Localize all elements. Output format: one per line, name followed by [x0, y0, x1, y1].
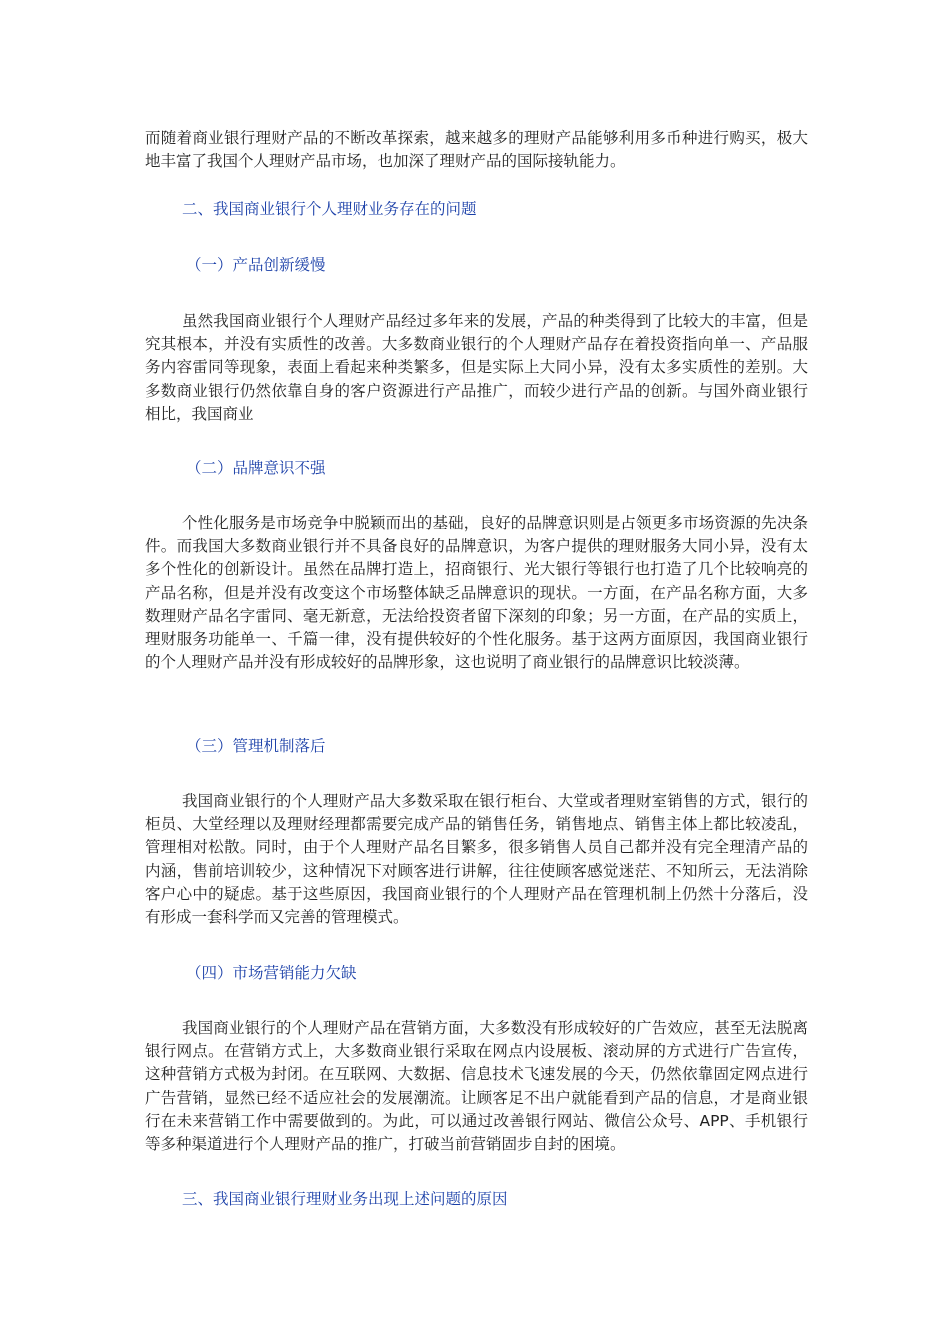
- subheading-brand-awareness: （二）品牌意识不强: [186, 459, 326, 477]
- subheading-management-mechanism: （三）管理机制落后: [186, 737, 326, 755]
- subheading-product-innovation: （一）产品创新缓慢: [186, 256, 326, 274]
- paragraph-product-innovation: 虽然我国商业银行个人理财产品经过多年来的发展，产品的种类得到了比较大的丰富，但是究其根本，并没有实质性的改善。大多数商业银行的个人理财产品存在着投资指向单一、产品服务内容雷同等现象，表面上看起来种类繁多，但是实际上大同小异，没有太多实质性的差别。大多数商业银行仍然依靠自身的客户资源进行产品推广，而较少进行产品的创新。与国外商业银行相比，我国商业: [145, 312, 808, 423]
- subheading-marketing-capability: （四）市场营销能力欠缺: [186, 964, 357, 982]
- section-heading-3: 三、我国商业银行理财业务出现上述问题的原因: [182, 1190, 508, 1208]
- paragraph-brand-awareness: 个性化服务是市场竞争中脱颖而出的基础，良好的品牌意识则是占领更多市场资源的先决条件。而我国大多数商业银行并不具备良好的品牌意识，为客户提供的理财服务大同小异，没有太多个性化的创新设计。虽然在品牌打造上，招商银行、光大银行等银行也打造了几个比较响亮的产品名称，但是并没有改变这个市场整体缺乏品牌意识的现状。一方面，在产品名称方面，大多数理财产品名字雷同、毫无新意，无法给投资者留下深刻的印象；另一方面，在产品的实质上，理财服务功能单一、千篇一律，没有提供较好的个性化服务。基于这两方面原因，我国商业银行的个人理财产品并没有形成较好的品牌形象，这也说明了商业银行的品牌意识比较淡薄。: [145, 514, 808, 672]
- paragraph-management-mechanism: 我国商业银行的个人理财产品大多数采取在银行柜台、大堂或者理财室销售的方式，银行的柜员、大堂经理以及理财经理都需要完成产品的销售任务，销售地点、销售主体上都比较凌乱，管理相对松散。同时，由于个人理财产品名目繁多，很多销售人员自己都并没有完全理清产品的内涵，售前培训较少，这种情况下对顾客进行讲解，往往使顾客感觉迷茫、不知所云，无法消除客户心中的疑虑。基于这些原因，我国商业银行的个人理财产品在管理机制上仍然十分落后，没有形成一套科学而又完善的管理模式。: [145, 792, 808, 927]
- paragraph-intro-continuation: 而随着商业银行理财产品的不断改革探索，越来越多的理财产品能够利用多币种进行购买，极大地丰富了我国个人理财产品市场，也加深了理财产品的国际接轨能力。: [145, 129, 808, 171]
- paragraph-marketing-capability: 我国商业银行的个人理财产品在营销方面，大多数没有形成较好的广告效应，甚至无法脱离银行网点。在营销方式上，大多数商业银行采取在网点内设展板、滚动屏的方式进行广告宣传，这种营销方式极为封闭。在互联网、大数据、信息技术飞速发展的今天，仍然依靠固定网点进行广告营销，显然已经不适应社会的发展潮流。让顾客足不出户就能看到产品的信息，才是商业银行在未来营销工作中需要做到的。为此，可以通过改善银行网站、微信公众号、APP、手机银行等多种渠道进行个人理财产品的推广，打破当前营销固步自封的困境。: [145, 1019, 808, 1154]
- section-heading-2: 二、我国商业银行个人理财业务存在的问题: [182, 200, 477, 218]
